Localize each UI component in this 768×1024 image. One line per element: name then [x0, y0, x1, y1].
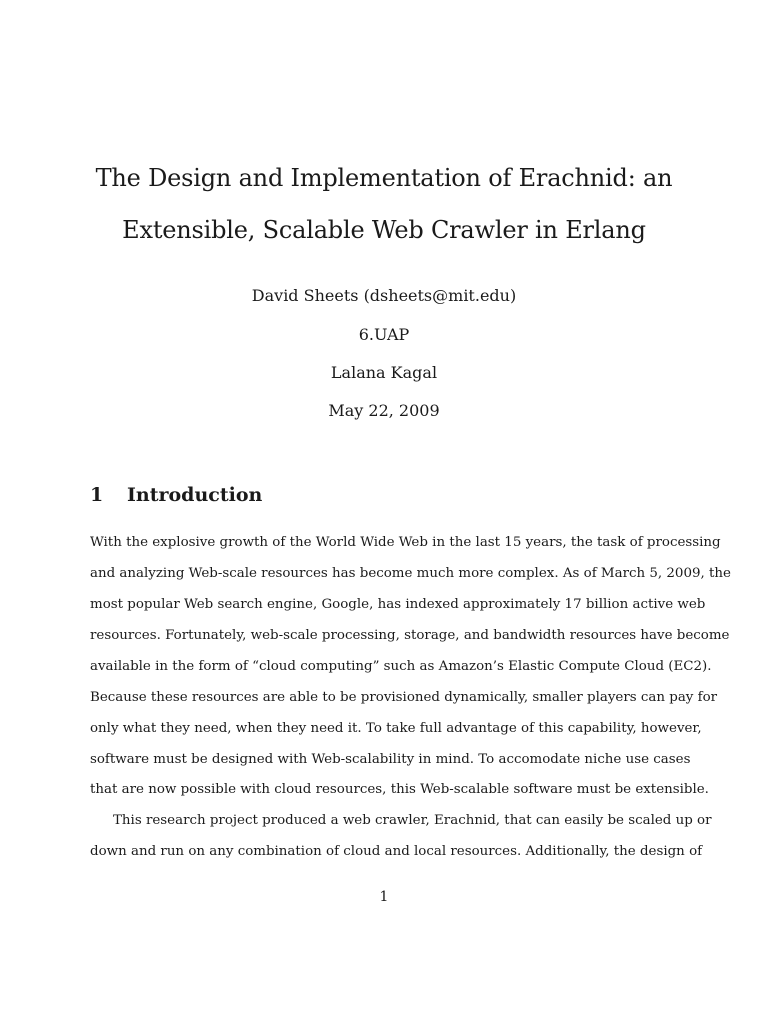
paragraph-line: that are now possible with cloud resources, this Web-scalable software must be extensible. [90, 782, 709, 797]
paragraph-line: only what they need, when they need it. To take full advantage of this capability, however, [90, 721, 702, 736]
section-heading-introduction [90, 484, 262, 506]
paragraph-line: available in the form of “cloud computing” such as Amazon’s Elastic Compute Cloud (EC2). [90, 659, 712, 674]
paragraph-line: This research project produced a web crawler, Erachnid, that can easily be scaled up or [113, 813, 712, 828]
advisor-line: Lalana Kagal [330, 363, 438, 382]
date-line: May 22, 2009 [328, 401, 440, 420]
page-number: 1 [379, 889, 389, 905]
paragraph-line: down and run on any combination of cloud and local resources. Additionally, the design of [90, 844, 703, 859]
paragraph-line: and analyzing Web-scale resources has become much more complex. As of March 5, 2009, the [90, 566, 731, 581]
author-line: David Sheets (dsheets@mit.edu) [251, 286, 517, 305]
paragraph-line: most popular Web search engine, Google, has indexed approximately 17 billion active web [90, 597, 706, 612]
paragraph-line: resources. Fortunately, web-scale processing, storage, and bandwidth resources have become [90, 628, 730, 643]
paragraph-line: software must be designed with Web-scalability in mind. To accomodate niche use cases [90, 752, 691, 767]
paragraph-line: Because these resources are able to be provisioned dynamically, smaller players can pay for [90, 690, 718, 705]
paragraph-line: With the explosive growth of the World Wide Web in the last 15 years, the task of processing [90, 535, 721, 550]
section-number: 1 [90, 484, 104, 506]
section-title: Introduction [127, 484, 263, 506]
paper-title-line-1: The Design and Implementation of Erachnid: an [95, 164, 673, 192]
course-line: 6.UAP [358, 325, 410, 344]
paper-title-line-2: Extensible, Scalable Web Crawler in Erlang [122, 216, 646, 244]
